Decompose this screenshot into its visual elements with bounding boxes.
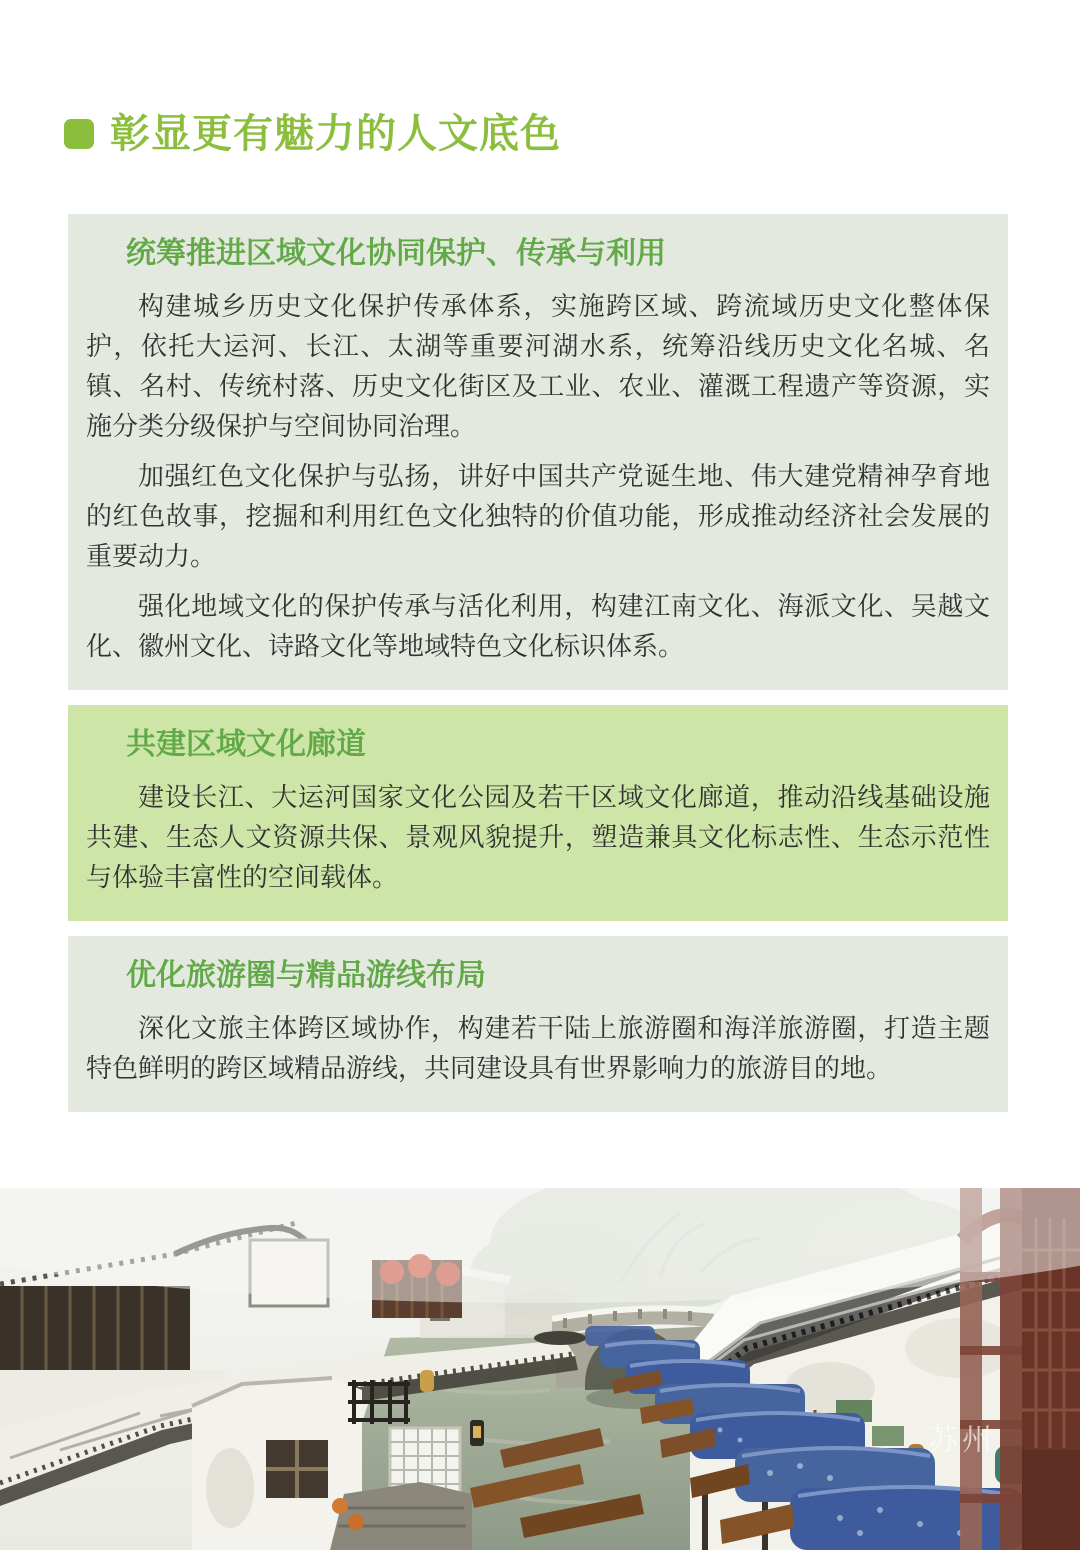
card-heading: 优化旅游圈与精品游线布局	[126, 959, 486, 992]
card-paragraph: 建设长江、大运河国家文化公园及若干区域文化廊道，推动沿线基础设施共建、生态人文资源共保、景观风貌提升，塑造兼具文化标志性、生态示范性与体验丰富性的空间载体。	[86, 782, 990, 892]
mist-top	[0, 1188, 1080, 1303]
card-heritage-protection	[68, 214, 1008, 690]
card-paragraph: 深化文旅主体跨区域协作，构建若干陆上旅游圈和海洋旅游圈，打造主题特色鲜明的跨区域精品游线，共同建设具有世界影响力的旅游目的地。	[86, 1013, 990, 1083]
card-paragraph: 强化地域文化的保护传承与活化利用，构建江南文化、海派文化、吴越文化、徽州文化、诗路文化等地域特色文化标识体系。	[86, 591, 990, 661]
card-paragraph: 加强红色文化保护与弘扬，讲好中国共产党诞生地、伟大建党精神孕育地的红色故事，挖掘和利用红色文化独特的价值功能，形成推动经济社会发展的重要动力。	[86, 461, 990, 571]
page-title: 彰显更有魅力的人文底色	[110, 112, 561, 156]
card-paragraph: 构建城乡历史文化保护传承体系，实施跨区域、跨流域历史文化整体保护，依托大运河、长江、太湖等重要河湖水系，统筹沿线历史文化名城、名镇、名村、传统村落、历史文化街区及工业、农业、灌溉工程遗产等资源，实施分类分级保护与空间协同治理。	[86, 291, 990, 441]
photo-watermark: 苏州	[928, 1424, 996, 1457]
wall-lamp	[470, 1420, 484, 1446]
card-culture-corridor	[68, 705, 1008, 921]
card-tourism-layout	[68, 936, 1008, 1112]
title-bullet-icon	[64, 119, 94, 149]
card-heading: 统筹推进区域文化协同保护、传承与利用	[126, 237, 666, 270]
watertown-photo	[0, 1188, 1080, 1550]
page-header	[64, 110, 1080, 158]
card-heading: 共建区域文化廊道	[126, 728, 366, 761]
